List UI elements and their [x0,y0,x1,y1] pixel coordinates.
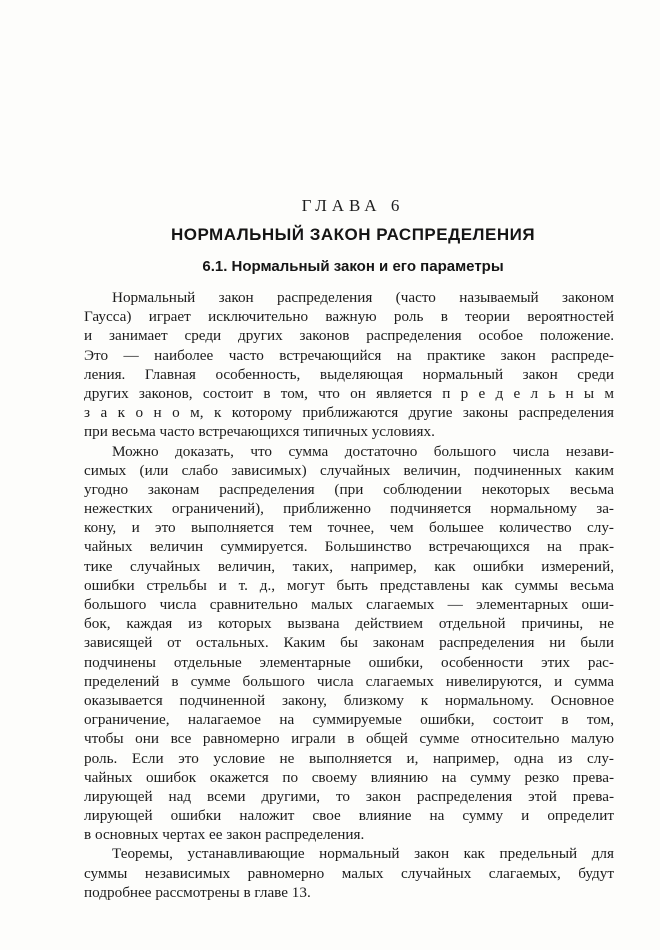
chapter-title: НОРМАЛЬНЫЙ ЗАКОН РАСПРЕДЕЛЕНИЯ [170,225,536,244]
text-line: ления. Главная особенность, выделяющая нормальный закон среди [84,365,614,383]
text-line: зависящей от остальных. Каким бы законам распределения ни были [84,634,614,652]
text-line: подчинены отдельные элементарные ошибки, особенности этих рас- [84,653,614,671]
text-line: Это — наиболее часто встречающийся на практике закон распреде- [84,346,614,364]
text-line: подробнее рассмотрены в главе 13. [84,883,311,901]
text-line: лирующей над всеми другими, то закон распределения этой прева- [84,787,614,805]
text-line: в основных чертах ее закон распределения. [84,826,365,844]
text-line: роль. Если это условие не выполняется и, например, одна из слу- [84,749,614,767]
text-line: большого числа сравнительно малых слагаемых — элементарных оши- [84,596,614,613]
text-line: и занимает среди других законов распределения особое положение. [84,327,614,345]
paragraph-2 [84,442,614,845]
text-line: лирующей ошибки наложит свое влияние на сумму и определит [84,807,614,825]
text-line: чтобы они все равномерно играли в общей сумме относительно малую [84,730,614,748]
text-line: оказывается подчиненной закону, близкому к нормальному. Основное [84,691,614,709]
text-line: ошибки стрельбы и т. д., могут быть представлены как суммы весьма [84,576,614,594]
chapter-label: ГЛАВА 6 [301,196,405,215]
text-line: нежестких ограничений), приближенно подчиняется нормальному за- [84,500,614,518]
section-title: 6.1. Нормальный закон и его параметры [202,258,504,275]
text-line: Можно доказать, что сумма достаточно большого числа незави- [112,442,614,460]
text-line: тике случайных величин, таких, например, как ошибки измерений, [84,557,614,575]
text-line: суммы независимых равномерно малых случайных слагаемых, будут [84,864,614,882]
paragraph-3 [84,844,614,902]
text-line: пределений в сумме большого числа слагаемых нивелируются, и сумма [84,672,614,690]
text-line: чайных величин суммируется. Большинство встречающихся на прак- [84,538,614,556]
text-line: при весьма часто встречающихся типичных условиях. [84,423,435,441]
text-line: кону, и это выполняется тем точнее, чем большее количество слу- [84,519,614,537]
text-line: чайных ошибок окажется по своему влиянию на сумму резко прева- [84,768,614,786]
text-line: других законов, состоит в том, что он является п р е д е л ь н ы м [84,384,614,402]
text-line: з а к о н о м, к которому приближаются другие законы распределения [84,404,614,422]
text-line: ограничение, налагаемое на суммируемые ошибки, состоит в том, [84,711,614,729]
text-line: Теоремы, устанавливающие нормальный закон как предельный для [112,845,614,863]
text-line: Нормальный закон распределения (часто называемый законом [112,289,614,306]
body-text [84,288,614,902]
text-line: симых (или слабо зависимых) случайных величин, подчиненных каким [84,461,614,479]
text-line: угодно законам распределения (при соблюдении некоторых весьма [84,480,614,498]
text-line: бок, каждая из которых вызвана действием отдельной причины, не [84,615,614,633]
text-line: Гаусса) играет исключительно важную роль в теории вероятностей [84,308,614,326]
paragraph-1 [84,288,614,442]
